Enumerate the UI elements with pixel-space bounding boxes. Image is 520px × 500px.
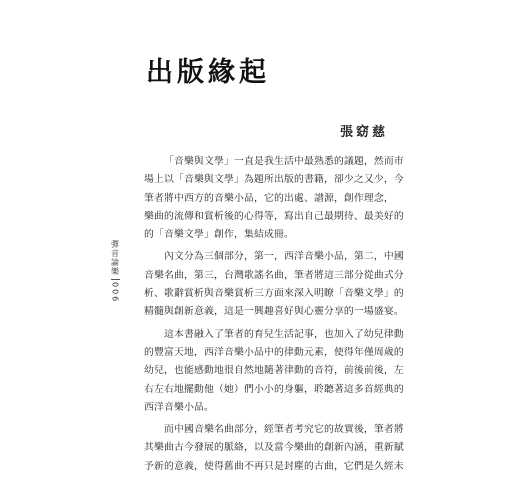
- text-line: 予新的意義，使得舊曲不再只是封塵的古曲，它們是久經未: [144, 460, 404, 472]
- body-text: [144, 153, 404, 480]
- text-line: 筆者將中西方的音樂小品，它的出處、譜源，創作理念，: [144, 192, 394, 204]
- text-line: 西洋音樂小品。: [144, 401, 214, 413]
- page-number: 006: [110, 282, 120, 304]
- running-header: [108, 240, 122, 303]
- text-line: 內文分為三個部分，第一，西洋音樂小品，第二，中國: [164, 251, 404, 263]
- text-line: 精髓與創新意義，這是一興趣喜好與心靈分享的一場盛宴。: [144, 306, 404, 318]
- paragraph: [144, 326, 404, 417]
- book-title: 彈音論樂: [110, 240, 120, 276]
- text-line: 的豐富天地，西洋音樂小品中的律動元素，使得年僅周歲的: [144, 346, 404, 358]
- text-line: 幼兒，也能感動地很自然地隨著律動的音符，前後前後，左: [144, 365, 404, 377]
- text-line: 其樂曲古今發展的脈絡，以及當今樂曲的創新內涵，重新賦: [144, 442, 404, 454]
- text-line: 這本書融入了筆者的育兒生活記事，也加入了幼兒律動: [164, 328, 404, 340]
- chapter-title: 出版緣起: [146, 57, 270, 88]
- text-line: 右左右地擺動他（她）們小小的身軀，聆聽著這多首經典的: [144, 383, 404, 395]
- author-name: 張窈慈: [340, 125, 389, 140]
- divider: [111, 279, 120, 280]
- text-line: 場上以「音樂與文學」為題所出版的書籍，卻少之又少，今: [144, 174, 404, 186]
- paragraph: [144, 248, 404, 321]
- paragraph: [144, 153, 404, 244]
- text-line: 的「音樂文學」創作，集結成冊。: [144, 229, 294, 241]
- text-line: 「音樂與文學」一直是我生活中最熟悉的議題，然而市: [164, 156, 404, 167]
- paragraph: [144, 421, 404, 476]
- text-line: 音樂名曲，第三，台灣歌謠名曲，筆者將這三部分從曲式分: [144, 269, 404, 281]
- text-line: 析、歌辭賞析與音樂賞析三方面來深入明瞭「音樂文學」的: [144, 288, 404, 300]
- text-line: 樂曲的流傳和賞析後的心得等，寫出自己最期待、最美好的: [144, 210, 404, 222]
- text-line: 而中國音樂名曲部分，經筆者考究它的故實後，筆者將: [164, 424, 404, 436]
